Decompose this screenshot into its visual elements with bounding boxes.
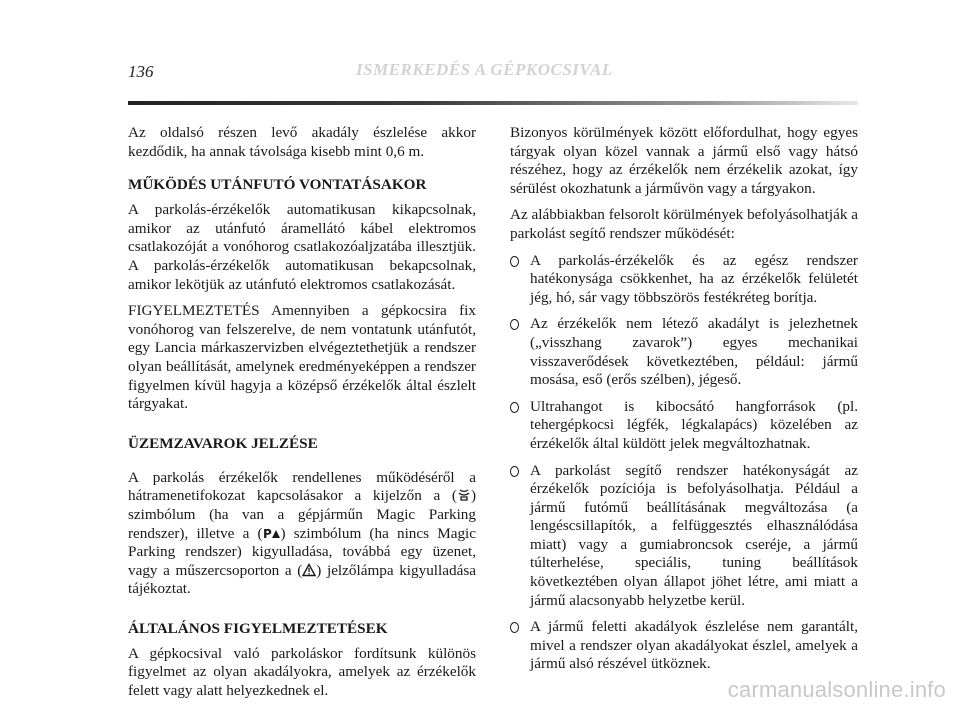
watermark: carmanualsonline.info [727,677,946,702]
fault-paragraph: A parkolás érzékelők rendellenes működéséről a hátramenetifokozat kapcsolásakor a kijelzőn a ( ) szimbólum (ha van a gépjárműn Magic Parking rendszer), illetve a ( P ) szimbólum (ha nincs Magic Parking rendszer) kigyulladása, továbbá egy üzenet, vagy a műszercsoporton a ( ) jelzőlámpa kigyulladása tájékoztat. [128,468,477,598]
paragraph: Bizonyos körülmények között előfordulhat, hogy egyes tárgyak olyan közel vannak a jármű első vagy hátsó részéhez, hogy az érzékelők nem érzékelik azokat, így sérülést okozhatunk a járművön vagy a tárgyakon. [510,124,858,197]
bullet-icon [510,402,519,413]
right-column [510,124,858,682]
paragraph: FIGYELMEZTETÉS Amennyiben a gépkocsira fix vonóhorog van felszerelve, de nem vontatunk utánfutót, egy Lancia márkaszervizben elvégeztethetjük a rendszer olyan beállítását, amelynek eredményeképpen a rendszer figyelmen kívül hagyja a középső érzékelők által észlelt tárgyakat. [128,302,476,413]
list-item: A parkolás-érzékelők és az egész rendszer hatékonysága csökkenhet, ha az érzékelők felületét jég, hó, sár vagy többszörös festékréteg borítja. [510,252,858,308]
section-heading: ÜZEMZAVAROK JELZÉSE [128,434,318,452]
bullet-icon [510,319,519,330]
warning-triangle-icon [302,563,316,577]
page-header [0,0,960,110]
paragraph: A gépkocsival való parkoláskor fordítsunk különös figyelmet az olyan akadályokra, amelyek az érzékelők felett vagy alatt helyezkednek el. [128,644,476,700]
section-heading: ÁLTALÁNOS FIGYELMEZTETÉSEK [128,619,388,637]
running-title: ISMERKEDÉS A GÉPKOCSIVAL [356,60,613,79]
bullet-icon [510,622,519,633]
paragraph: Az oldalsó részen levő akadály észlelése akkor kezdődik, ha annak távolsága kisebb mint 0,6 m. [128,124,476,160]
list-item: Ultrahangot is kibocsátó hangforrások (pl. tehergépkocsi légfék, légkalapács) közelében az érzékelők által küldött jelek megváltozhatnak. [510,398,858,454]
bullet-icon [510,466,519,477]
paragraph: Az alábbiakban felsorolt körülmények befolyásolhatják a parkolást segítő rendszer működését: [510,206,858,242]
parking-sensor-fault-icon [457,488,471,502]
paragraph: A parkolás-érzékelők automatikusan kikapcsolnak, amikor az utánfutó áramellátó kábel elektromos csatlakozóját a vonóhorog csatlakozóaljzatába illesztjük. A parkolás-érzékelők automatikusan bekapcsolnak, amikor lekötjük az utánfutó elektromos csatlakozását. [128,201,476,293]
list-item: A jármű feletti akadályok észlelése nem garantált, mivel a rendszer olyan akadályokat észlel, amelyek a jármű alsó részével ütköznek. [510,618,858,674]
conditions-list [510,252,858,674]
header-rule [128,101,858,105]
list-item: Az érzékelők nem létező akadályt is jelezhetnek („visszhang zavarok”) egyes mechanikai visszaverődések következtében, például: jármű mosása, eső (erős szélben), jégeső. [510,315,858,389]
bullet-icon [510,256,519,267]
page-number: 136 [128,62,154,81]
section-heading: MŰKÖDÉS UTÁNFUTÓ VONTATÁSAKOR [128,176,427,194]
left-column [128,124,476,709]
park-sensor-symbol-icon [263,526,281,540]
list-item: A parkolást segítő rendszer hatékonyságát az érzékelők pozíciója is befolyásolhatja. Például a jármű futómű beállításának megváltozása (a lengéscsillapítók, a felfüggesztés elhasználódása miatt) vagy a gumiabroncsok cseréje, a jármű túlterhelése, speciális, tuning beállítások következtében olyan állapot jöhet létre, ami miatt a jármű alacsonyabb helyzetbe kerül. [510,462,858,611]
svg-text:P: P [262,526,272,540]
